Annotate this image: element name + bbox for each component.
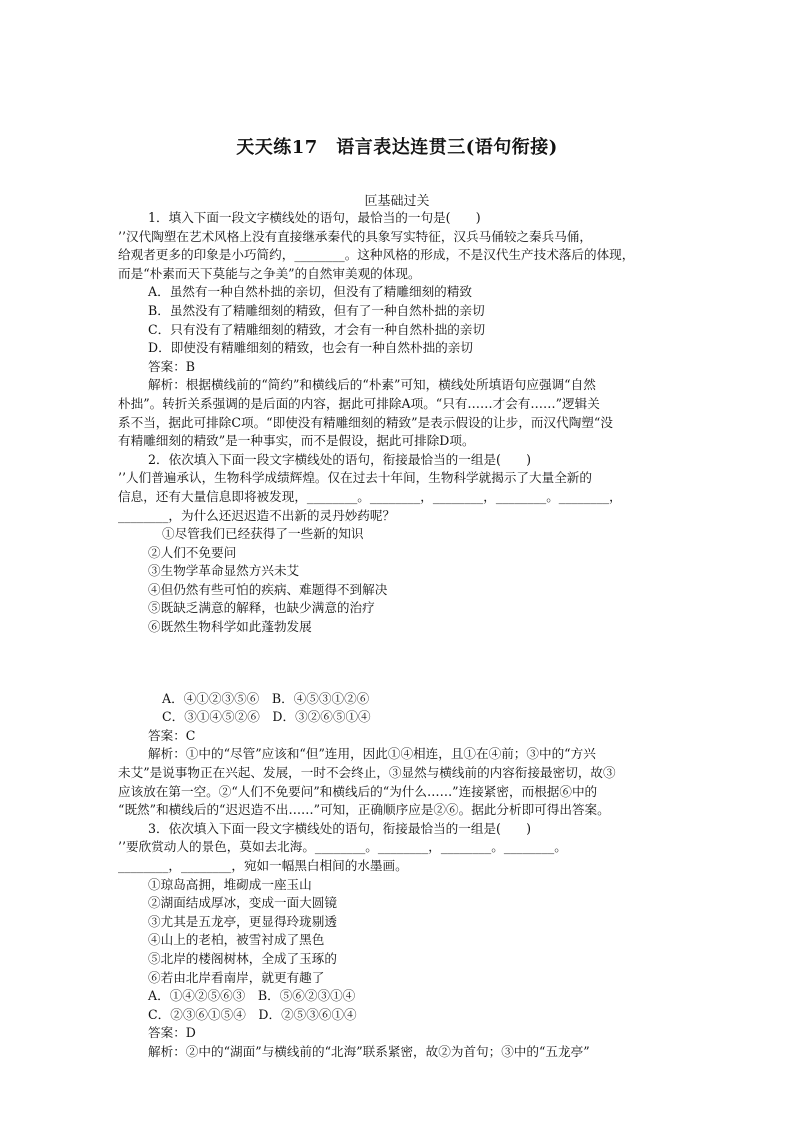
q2-sentence-5: ⑤既缺乏满意的解释，也缺少满意的治疗 [148,600,375,616]
q3-passage-line: ________，________，宛如一幅黑白相间的水墨画。 [118,858,408,873]
q1-analysis-line: 系不当，据此可排除C项。“即使没有精雕细刻的精致”是表示假设的让步，而汉代陶塑“没 [118,414,613,430]
q2-passage-line: ’’人们普遍承认，生物科学成绩辉煌。仅在过去十年间，生物科学就揭示了大量全新的 [118,470,592,486]
q3-sentence-4: ④山上的老柏，被雪衬成了黑色 [148,932,325,948]
q3-passage-line: ’’要欣赏动人的景色，莫如去北海。________。________，________。________。 [118,839,567,855]
q2-options-cd: C．③①④⑤②⑥ D．③②⑥⑤①④ [162,709,371,725]
q3-options-cd: C．②③⑥①⑤④ D．②⑤③⑥①④ [148,1006,357,1022]
q2-analysis-line: “既然”和横线后的“迟迟造不出……”可知，正确顺序应是②⑥。据此分析即可得出答案。 [118,802,610,818]
q3-sentence-3: ③尤其是五龙亭，更显得玲珑剔透 [148,913,337,929]
q1-stem: 1．填入下面一段文字横线处的语句，最恰当的一句是( ) [148,210,481,225]
q2-sentence-4: ④但仍然有些可怕的疾病、难题得不到解决 [148,581,388,597]
q2-options-ab: A．④①②③⑤⑥ B．④⑤③①②⑥ [162,690,370,706]
q2-sentence-2: ②人们不免要问 [148,544,237,560]
q2-answer: 答案：C [148,727,196,743]
q2-analysis-line: 解析：①中的“尽管”应该和“但”连用，因此①④相连，且①在④前；③中的“方兴 [148,746,596,762]
q1-passage-line: ’’汉代陶塑在艺术风格上没有直接继承秦代的具象写实特征，汉兵马俑较之秦兵马俑， [118,228,592,244]
q3-sentence-2: ②湖面结成厚冰，变成一面大圆镜 [148,895,337,911]
q1-analysis-line: 解析：根据横线前的“简约”和横线后的“朴素”可知，横线处所填语句应强调“自然 [148,377,596,393]
q3-options-ab: A．①④②⑤⑥③ B．⑤⑥②③①④ [148,988,356,1004]
q3-sentence-1: ①琼岛高拥，堆砌成一座玉山 [148,876,312,892]
q2-sentence-3: ③生物学革命显然方兴未艾 [148,563,300,579]
q3-sentence-6: ⑥若由北岸看南岸，就更有趣了 [148,969,325,985]
q3-answer: 答案：D [148,1025,196,1041]
q2-passage-line: 信息，还有大量信息即将被发现，________。________，________，________。________， [118,488,622,504]
q2-analysis-line: 应该放在第一空。②“人们不免要问”和横线后的“为什么……”连接紧密，而根据⑥中的 [118,783,598,799]
q1-answer: 答案：B [148,358,196,374]
q1-option-b: B．虽然没有了精雕细刻的精致，但有了一种自然朴拙的亲切 [148,302,485,318]
q3-analysis-line: 解析：②中的“湖面”与横线前的“北海”联系紧密，故②为首句；③中的“五龙亭” [148,1043,590,1059]
q2-sentence-1: ①尽管我们已经获得了一些新的知识 [162,526,364,542]
q1-analysis-line: 有精雕细刻的精致”是一种事实，而不是假设，据此可排除D项。 [118,433,475,449]
section-heading: 叵基础过关 [364,194,430,209]
q1-passage-line: 而是“朴素而天下莫能与之争美”的自然审美观的体现。 [118,265,421,281]
q1-option-d: D．即使没有精雕细刻的精致，也会有一种自然朴拙的亲切 [148,340,473,356]
q2-analysis-line: 未艾”是说事物正在兴起、发展，一时不会终止，③显然与横线前的内容衔接最密切，故③ [118,765,616,781]
q2-passage-line: ________，为什么还迟迟造不出新的灵丹妙药呢？ [118,507,396,523]
q2-stem: 2．依次填入下面一段文字横线处的语句，衔接最恰当的一组是( ) [148,451,532,467]
spacer [118,637,678,690]
q3-sentence-5: ⑤北岸的楼阁树林，全成了玉琢的 [148,950,337,966]
q1-option-c: C．只有没有了精雕细刻的精致，才会有一种自然朴拙的亲切 [148,321,486,337]
page-title: 天天练17 语言表达连贯三(语句衔接) [236,137,558,158]
document-body [118,209,678,1062]
q1-option-a: A．虽然有一种自然朴拙的亲切，但没有了精雕细刻的精致 [148,284,472,300]
q2-sentence-6: ⑥既然生物科学如此蓬勃发展 [148,619,312,635]
q1-passage-line: 给观者更多的印象是小巧简约，________。这种风格的形成，不是汉代生产技术落后的体现， [118,247,635,263]
q1-analysis-line: 朴拙”。转折关系强调的是后面的内容，据此可排除A项。“只有……才会有……”逻辑关 [118,395,600,411]
q3-stem: 3．依次填入下面一段文字横线处的语句，衔接最恰当的一组是( ) [148,820,532,836]
